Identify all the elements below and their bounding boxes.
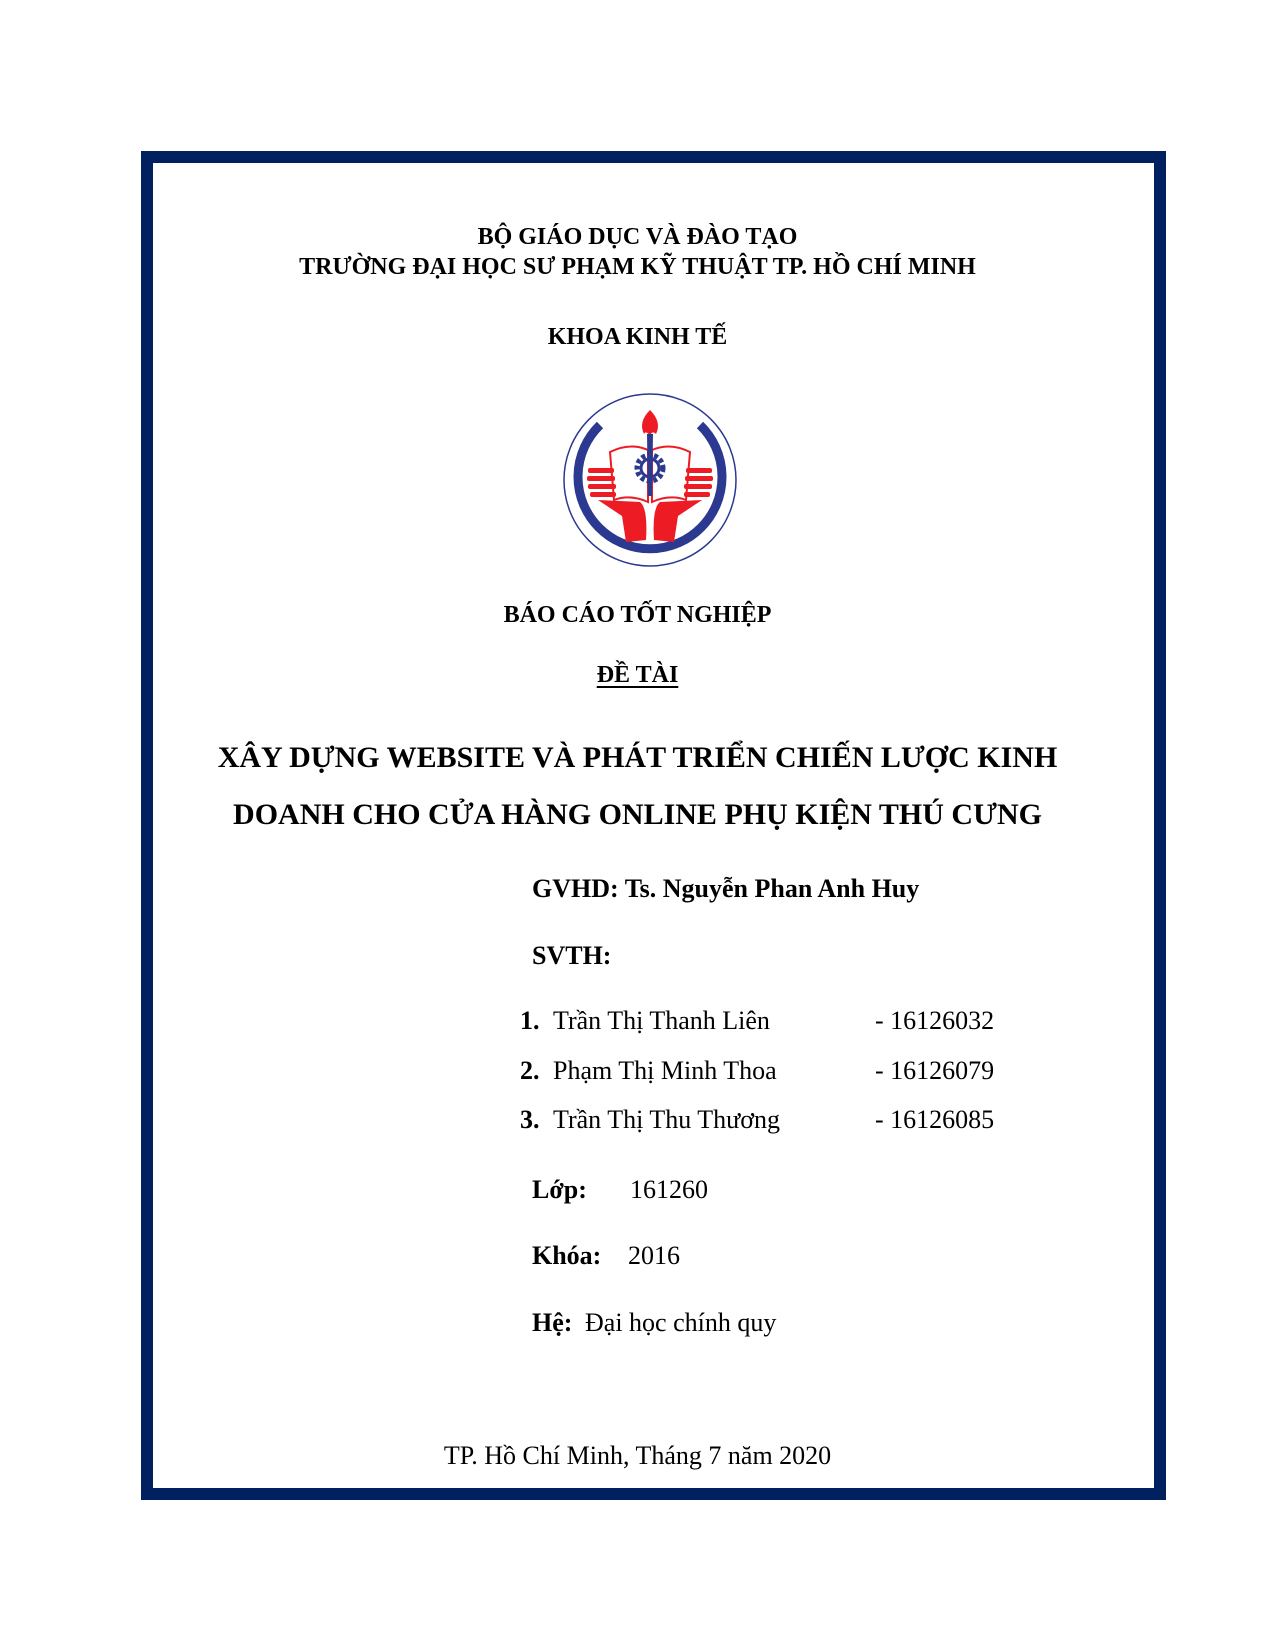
thesis-title-line-1: XÂY DỰNG WEBSITE VÀ PHÁT TRIỂN CHIẾN LƯỢC KINH xyxy=(217,741,1058,774)
student-id: - 16126085 xyxy=(875,1105,995,1134)
advisor-label: GVHD: xyxy=(532,874,619,903)
student-index: 3. xyxy=(520,1105,540,1134)
student-index: 1. xyxy=(520,1006,540,1035)
student-name: Phạm Thị Minh Thoa xyxy=(553,1056,777,1085)
students-label: SVTH: xyxy=(532,941,612,970)
place-date-footer: TP. Hồ Chí Minh, Tháng 7 năm 2020 xyxy=(443,1441,832,1470)
student-row xyxy=(520,1107,540,1133)
student-index: 2. xyxy=(520,1056,540,1085)
university-logo-icon xyxy=(560,390,740,570)
student-id: - 16126079 xyxy=(875,1056,995,1085)
program-label: Hệ: xyxy=(532,1308,573,1337)
cohort-value: 2016 xyxy=(628,1241,680,1270)
class-label: Lớp: xyxy=(532,1175,587,1204)
advisor-name: Ts. Nguyễn Phan Anh Huy xyxy=(624,874,920,903)
student-name: Trần Thị Thu Thương xyxy=(553,1105,780,1134)
advisor-line xyxy=(532,876,919,902)
program-value: Đại học chính quy xyxy=(585,1308,777,1337)
thesis-title-line-2: DOANH CHO CỬA HÀNG ONLINE PHỤ KIỆN THÚ CƯNG xyxy=(233,798,1042,831)
cohort-label: Khóa: xyxy=(532,1241,602,1270)
university-heading: TRƯỜNG ĐẠI HỌC SƯ PHẠM KỸ THUẬT TP. HỒ CHÍ MINH xyxy=(299,254,976,280)
class-value: 161260 xyxy=(630,1175,708,1204)
student-row xyxy=(520,1008,540,1034)
topic-label-text: ĐỀ TÀI xyxy=(596,662,679,688)
student-row xyxy=(520,1058,540,1084)
report-type-heading: BÁO CÁO TỐT NGHIỆP xyxy=(503,602,772,628)
topic-label xyxy=(0,663,1275,687)
faculty-heading: KHOA KINH TẾ xyxy=(547,324,728,350)
ministry-heading: BỘ GIÁO DỤC VÀ ĐÀO TẠO xyxy=(477,224,798,250)
student-id: - 16126032 xyxy=(875,1006,995,1035)
student-name: Trần Thị Thanh Liên xyxy=(553,1006,770,1035)
